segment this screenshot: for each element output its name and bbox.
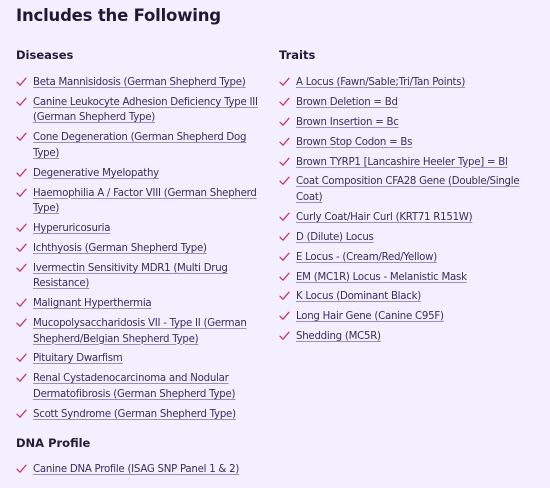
disease-link[interactable]: Mucopolysaccharidosis VII - Type II (German Shepherd/Belgian Shepherd Type) [33,318,247,345]
dna-profile-heading: DNA Profile [16,436,91,450]
checkmark-icon [16,409,27,419]
checkmark-icon [16,353,27,363]
trait-item [279,75,541,91]
checkmark-icon [279,137,290,147]
checkmark-icon [279,97,290,107]
trait-link[interactable]: E Locus - (Cream/Red/Yellow) [296,251,437,263]
trait-item [279,210,541,226]
disease-link[interactable]: Ichthyosis (German Shepherd Type) [33,242,207,254]
disease-link[interactable]: Degenerative Myelopathy [33,167,159,179]
disease-item [16,407,268,423]
checkmark-icon [279,291,290,301]
traits-list [279,75,541,349]
checkmark-icon [279,252,290,262]
trait-link[interactable]: Long Hair Gene (Canine C95F) [296,311,444,323]
checkmark-icon [16,168,27,178]
checkmark-icon [279,77,290,87]
trait-item [279,95,541,111]
trait-item [279,115,541,131]
disease-item [16,95,268,126]
disease-item [16,296,268,312]
trait-item [279,270,541,286]
trait-link[interactable]: K Locus (Dominant Black) [296,291,421,303]
trait-item [279,155,541,171]
checkmark-icon [16,77,27,87]
checkmark-icon [16,318,27,328]
checkmark-icon [279,331,290,341]
disease-item [16,75,268,91]
checkmark-icon [279,232,290,242]
page-title: Includes the Following [16,6,221,25]
checkmark-icon [16,263,27,273]
disease-item [16,166,268,182]
checkmark-icon [279,272,290,282]
checkmark-icon [16,298,27,308]
disease-link[interactable]: Ivermectin Sensitivity MDR1 (Multi Drug Resistance) [33,262,228,290]
disease-item [16,351,268,367]
trait-link[interactable]: Brown Insertion = Bc [296,116,399,128]
checkmark-icon [279,212,290,222]
disease-link[interactable]: Beta Mannisidosis (German Shepherd Type) [33,77,246,88]
trait-item [279,174,541,205]
trait-link[interactable]: A Locus (Fawn/Sable;Tri/Tan Points) [296,77,466,88]
checkmark-icon [16,243,27,253]
checkmark-icon [279,157,290,167]
disease-link[interactable]: Canine Leukocyte Adhesion Deficiency Type III (German Shepherd Type) [33,96,258,124]
trait-item [279,309,541,325]
disease-link[interactable]: Pituitary Dwarfism [33,353,123,365]
disease-link[interactable]: Malignant Hyperthermia [33,298,152,310]
traits-heading: Traits [279,48,316,62]
disease-item [16,316,268,347]
checkmark-icon [279,311,290,321]
trait-link[interactable]: Shedding (MC5R) [296,331,381,343]
checkmark-icon [16,223,27,233]
disease-item [16,221,268,237]
checkmark-icon [279,176,290,186]
trait-item [279,250,541,266]
checkmark-icon [16,132,27,142]
checkmark-icon [279,117,290,127]
checkmark-icon [16,188,27,198]
disease-item [16,130,268,161]
trait-item [279,135,541,151]
disease-item [16,186,268,217]
disease-link[interactable]: Renal Cystadenocarcinoma and Nodular Dermatofibrosis (German Shepherd Type) [33,373,236,400]
trait-item [279,230,541,246]
dna-profile-item [16,462,316,478]
diseases-list [16,75,268,427]
disease-link[interactable]: Scott Syndrome (German Shepherd Type) [33,408,236,420]
trait-link[interactable]: Curly Coat/Hair Curl (KRT71 R151W) [296,211,473,223]
dna-profile-link[interactable]: Canine DNA Profile (ISAG SNP Panel 1 & 2) [33,464,240,475]
trait-link[interactable]: Brown TYRP1 [Lancashire Heeler Type] = Bl [296,156,508,168]
trait-item [279,289,541,305]
trait-link[interactable]: Brown Deletion = Bd [296,96,398,108]
trait-link[interactable]: Coat Composition CFA28 Gene (Double/Single Coat) [296,176,520,203]
disease-link[interactable]: Cone Degeneration (German Shepherd Dog Type) [33,132,247,159]
disease-link[interactable]: Hyperuricosuria [33,222,111,234]
checkmark-icon [16,464,27,474]
trait-link[interactable]: EM (MC1R) Locus - Melanistic Mask [296,271,467,283]
trait-item [279,329,541,345]
disease-item [16,371,268,402]
disease-item [16,241,268,257]
checkmark-icon [16,373,27,383]
disease-item [16,261,268,292]
trait-link[interactable]: D (Dilute) Locus [296,231,374,243]
trait-link[interactable]: Brown Stop Codon = Bs [296,136,413,148]
checkmark-icon [16,97,27,107]
diseases-heading: Diseases [16,48,74,62]
disease-link[interactable]: Haemophilia A / Factor VIII (German Shepherd Type) [33,187,257,215]
dna-profile-list [16,462,316,482]
